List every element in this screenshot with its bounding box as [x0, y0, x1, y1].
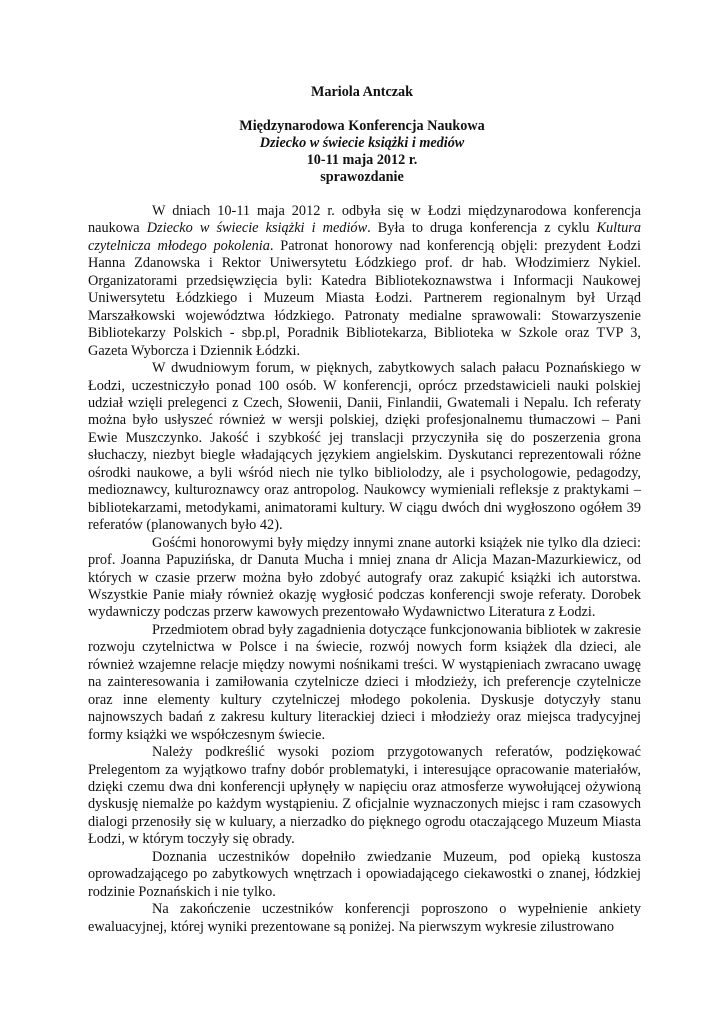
body-paragraph: [88, 901, 641, 936]
document-body: [88, 203, 641, 936]
text-run: W dniach 10-11 maja 2012 r. odbyła się w Łodzi międzynarodowa konferencja naukowa: [88, 203, 641, 237]
text-run: Gośćmi honorowymi były między innymi znane autorki książek nie tylko dla dzieci: prof. Joanna Papuzińska, dr Danuta Mucha i mniej znana dr Alicja Mazan-Mazurkiewicz, od których w czasie przerw można było zdobyć autografy oraz zakupić książki ich autorstwa. Wszystkie Panie miały również okazję wygłosić podczas konferencji swoje referaty. Dorobek wydawniczy podczas przerw kawowych prezentowało Wydawnictwo Literatura z Łodzi.: [88, 534, 641, 621]
text-run: Przedmiotem obrad były zagadnienia dotyczące funkcjonowania bibliotek w zakresie rozwoju czytelnictwa w Polsce i na świecie, rozwój nowych form książek dla dzieci, ale również wzajemne relacje między nowymi nośnikami treści. W wystąpieniach zwracano uwagę na zainteresowania i zamiłowania czytelnicze dzieci i młodzieży, ich preferencje czytelnicze oraz inne elementy kultury czytelniczej młodego pokolenia. Dyskusje dotyczyły stanu najnowszych badań z zakresu kultury literackiej dzieci i młodzieży oraz miejsca tradycyjnej formy książki we współczesnym świecie.: [88, 621, 641, 743]
body-paragraph: [88, 535, 641, 622]
text-run: Należy podkreślić wysoki poziom przygotowanych referatów, podziękować Prelegentom za wyjątkowo trafny dobór problematyki, i interesujące opracowanie materiałów, dzięki czemu dwa dni konferencji upłynęły w napięciu oraz atmosferze wywołującej ożywioną dyskusję niemalże po każdym wystąpieniu. Z oficjalnie wyznaczonych miejsc i ram czasowych dialogi przenosiły się w kuluary, a nierzadko do pięknego ogrodu otaczającego Muzeum Miasta Łodzi, w którym toczyły się obrady.: [88, 744, 641, 848]
body-paragraph: [88, 849, 641, 901]
text-run: Na zakończenie uczestników konferencji poproszono o wypełnienie ankiety ewaluacyjnej, której wyniki prezentowane są poniżej. Na pierwszym wykresie zilustrowano: [88, 901, 641, 935]
body-paragraph: [88, 203, 641, 360]
body-paragraph: [88, 360, 641, 535]
author-name: Mariola Antczak: [310, 84, 414, 100]
italic-title-run: Kultura czytelnicza młodego pokolenia: [88, 220, 641, 254]
body-paragraph: [88, 744, 641, 849]
text-run: . Patronat honorowy nad konferencją objęli: prezydent Łodzi Hanna Zdanowska i Rektor Uniwersytetu Łódzkiego prof. dr hab. Włodzimierz Nykiel. Organizatorami przedsięwzięcia byli: Katedra Bibliotekoznawstwa i Informacji Naukowej Uniwersytetu Łódzkiego i Muzeum Miasta Łodzi. Partnerem regionalnym był Urząd Marszałkowski województwa łódzkiego. Patronaty medialne sprawowali: Stowarzyszenie Bibliotekarzy Polskich - sbp.pl, Poradnik Bibliotekarza, Biblioteka w Szkole oraz TVP 3, Gazeta Wyborcza i Dziennik Łódzki.: [88, 237, 641, 359]
text-run: . Była to druga konferencja z cyklu: [367, 220, 597, 237]
report-label: sprawozdanie: [320, 169, 404, 185]
body-paragraph: [88, 622, 641, 744]
italic-title-run: Dziecko w świecie książki i mediów: [146, 220, 368, 237]
conference-title: Międzynarodowa Konferencja Naukowa: [239, 118, 485, 134]
conference-subtitle: Dziecko w świecie książki i mediów: [259, 135, 465, 151]
text-run: Doznania uczestników dopełniło zwiedzanie Muzeum, pod opieką kustosza oprowadzającego po zabytkowych wnętrzach i opowiadającego ciekawostki o znanej, łódzkiej rodzinie Poznańskich i nie tylko.: [88, 848, 641, 900]
conference-dates: 10-11 maja 2012 r.: [306, 152, 418, 168]
text-run: W dwudniowym forum, w pięknych, zabytkowych salach pałacu Poznańskiego w Łodzi, uczestniczyło ponad 100 osób. W konferencji, oprócz przedstawicieli nauki polskiej udział wzięli prelegenci z Czech, Słowenii, Danii, Finlandii, Gwatemali i Nepalu. Ich referaty można było usłyszeć również w wersji polskiej, dzięki profesjonalnemu tłumaczowi – Pani Ewie Muszczynko. Jakość i szybkość jej translacji przyczyniła się do poszerzenia grona słuchaczy, niezbyt biegle władających językiem angielskim. Dyskutanci reprezentowali różne ośrodki naukowe, a byli wśród niech nie tylko bibliolodzy, ale i psychologowie, pedagodzy, medioznawcy, kulturoznawcy oraz antropolog. Naukowcy wymieniali refleksje z praktykami – bibliotekarzami, metodykami, animatorami kultury. W ciągu dwóch dni wygłoszono ogółem 39 referatów (planowanych było 42).: [88, 360, 641, 534]
title-block: [0, 118, 724, 186]
